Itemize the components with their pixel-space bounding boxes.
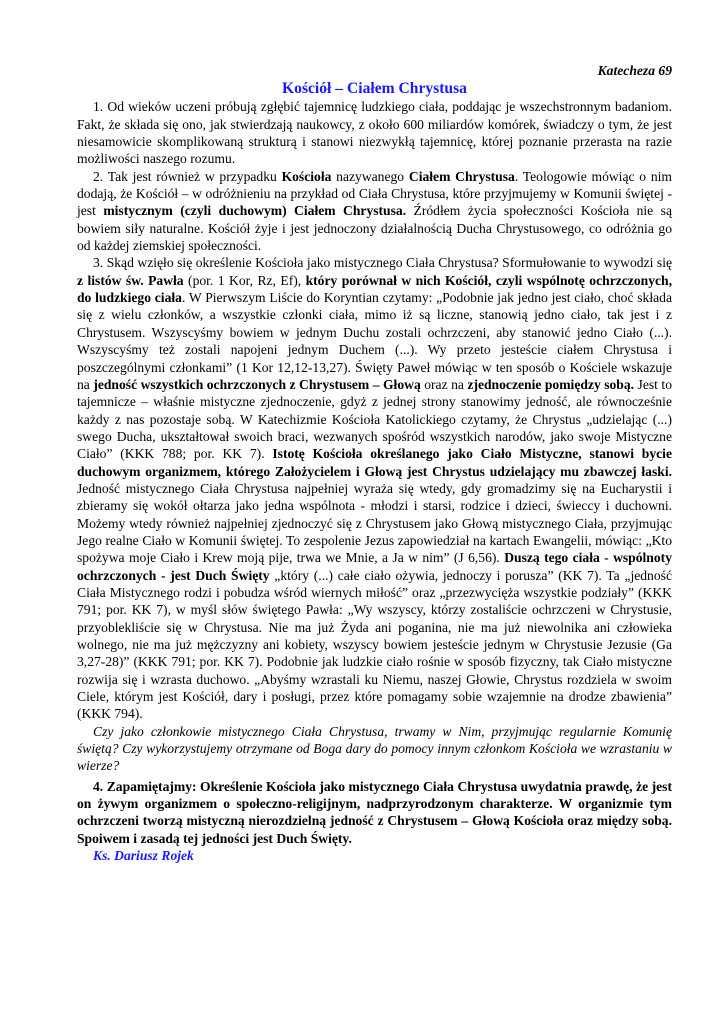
bold-run-5: mistycznym (czyli duchowym) Ciałem Chrystusa. [103, 203, 407, 219]
author-signature: Ks. Dariusz Rojek [93, 848, 194, 864]
bold-run-7: zjednoczenie pomiędzy sobą. [467, 376, 635, 392]
text-run-6: Źródłem życia społeczności Kościoła nie są bowiem siły naturalne. Kościół żyje i jest jednoczony działalnością Ducha Chrystusowego, co odróżnia go od każdej ziemskiej społeczności. [77, 203, 672, 254]
page-title: Kościół – Ciałem Chrystusa [282, 80, 467, 98]
text-run-6: oraz na [420, 376, 468, 392]
text-run-0: 3. Skąd wzięło się określenie Kościoła jako mistycznego Ciała Chrystusa? Sformułowanie to wywodzi się [93, 255, 672, 271]
text-run-2: (por. 1 Kor, Rz, Ef), [183, 272, 306, 288]
text-run-10: Jedność mistycznego Ciała Chrystusa najpełniej wyraża się wtedy, gdy gromadzimy się na Eucharystii i zbieramy się wokół ołtarza jako jedna wspólnota - młodzi i starsi, rodzice i dzieci, świeccy i duchowni. Możemy wtedy również najpełniej zjednoczyć się z Chrystusem jako Głową mistycznego Ciała, przyjmując Jego realne Ciało w Komunii świętej. To zespolenie Jezus zapowiedział na kartach Ewangelii, mówiąc: „Kto spożywa moje Ciało i Krew moją pije, trwa we Mnie, a Ja w nim” (J 6,56). [77, 480, 672, 566]
bold-run-1: Kościoła [281, 168, 332, 184]
text-run-12: „który (...) całe ciało ożywia, jednoczy i porusza” (KK 7). Ta „jedność Ciała Mistycznego rodzi i pobudza wśród wiernych miłość” oraz „przezwycięża wszystkie podziały” (KKK 791; por. KK 7), w myśl słów świętego Pawła: „Wy wszyscy, którzy zostaliście ochrzczeni w Chrystusie, przyoblekliście się w Chrystusa. Nie ma już Żyda ani poganina, nie ma już niewolnika ani człowieka wolnego, nie ma już mężczyzny ani kobiety, wszyscy bowiem jesteście jednym w Chrystusie Jezusie (Ga 3,27-28)” (KKK 791; por. KK 7). Podobnie jak ludzkie ciało rośnie w sposób fizyczny, tak Ciało mistyczne rozwija się i wzrasta duchowo. „Abyśmy wzrastali ku Niemu, naszej Głowie, Chrystus rozdziela w swoim Ciele, którym jest Kościół, dary i posługi, przez które pomagamy sobie wzajemnie na drodze zbawienia” (KKK 794). [77, 567, 672, 722]
paragraph-4-summary: 4. Zapamiętajmy: Określenie Kościoła jako mistycznego Ciała Chrystusa uwydatnia prawdę, że jest on żywym organizmem o społeczno-religijnym, nadprzyrodzonym charakterze. W organizmie tym ochrzczeni tworzą mistyczną nierozdzielną jedność z Chrystusem – Głową Kościoła oraz między sobą. Spoiwem i zasadą tej jedności jest Duch Święty. [77, 778, 672, 846]
text-run-0: 1. Od wieków uczeni próbują zgłębić tajemnicę ludzkiego ciała, poddając je wszechstronnym badaniom. Fakt, że składa się ono, jak stwierdzają naukowcy, z około 600 miliardów komórek, świadczy o tym, że jest niesamowicie skomplikowaną strukturą i stanowi niezwykłą tajemnicę, której poznanie przerasta na razie możliwości naszego rozumu. [77, 99, 672, 167]
bold-run-9: Istotę Kościoła określanego jako Ciało Mistyczne, stanowi bycie duchowym organizmem, którego Założycielem i Głową jest Chrystus udzielający mu zbawczej łaski. [77, 446, 672, 479]
catechesis-number: Katecheza 69 [597, 63, 672, 78]
text-run-2: nazywanego [331, 168, 409, 184]
bold-run-5: jedność wszystkich ochrzczonych z Chrystusem – Głową [93, 376, 421, 392]
paragraph-1 [77, 98, 672, 167]
bold-run-1: z listów św. Pawła [77, 272, 184, 288]
text-run-8: Jest to tajemnicze – właśnie mistyczne zjednoczenie, gdyż z jednej strony stanowimy jedność, ale równocześnie każdy z nas pozostaje sobą. W Katechizmie Kościoła Katolickiego czytamy, że Chrystus „udzielając (...) swego Ducha, ukształtował swoich braci, wezwanych spośród wszystkich narodów, jako swoje Mistyczne Ciało” (KKK 788; por. KK 7). [77, 376, 672, 462]
bold-run-3: który porównał w nich Kościół, czyli wspólnotę ochrzczonych, do ludzkiego ciała [77, 272, 672, 306]
paragraph-3 [77, 254, 672, 722]
text-run-4: . Teologowie mówiąc o nim dodają, że Kościół – w odróżnieniu na przykład od Ciała Chrystusa, które przyjmujemy w Komunii świętej - jest [77, 168, 672, 219]
reflection-questions: Czy jako członkowie mistycznego Ciała Chrystusa, trwamy w Nim, przyjmując regularnie Komunię świętą? Czy wykorzystujemy otrzymane od Boga dary do pomocy innym członkom Kościoła we wzrastaniu w wierze? [77, 723, 672, 774]
bold-run-3: Ciałem Chrystusa [408, 168, 515, 184]
text-run-0: 2. Tak jest również w przypadku [93, 168, 282, 184]
document-page [77, 62, 672, 864]
paragraph-2 [77, 168, 672, 255]
bold-run-11: Duszą tego ciała - wspólnoty ochrzczonych - jest Duch Święty [77, 550, 672, 583]
text-run-4: . W Pierwszym Liście do Koryntian czytamy: „Podobnie jak jedno jest ciało, choć składa się z wielu członków, a wszystkie członki ciała, mimo iż są liczne, stanowią jedno ciało, tak jest i z Chrystusem. Wszyscyśmy bowiem w jednym Duchu zostali ochrzczeni, aby stanowić jedno Ciało (...). Wszyscyśmy też zostali napojeni jednym Duchem (...). Wy przeto jesteście ciałem Chrystusa i poszczególnymi członkami” (1 Kor 12,12-13,27). Święty Paweł mówiąc w ten sposób o Kościele wskazuje na [77, 290, 672, 392]
